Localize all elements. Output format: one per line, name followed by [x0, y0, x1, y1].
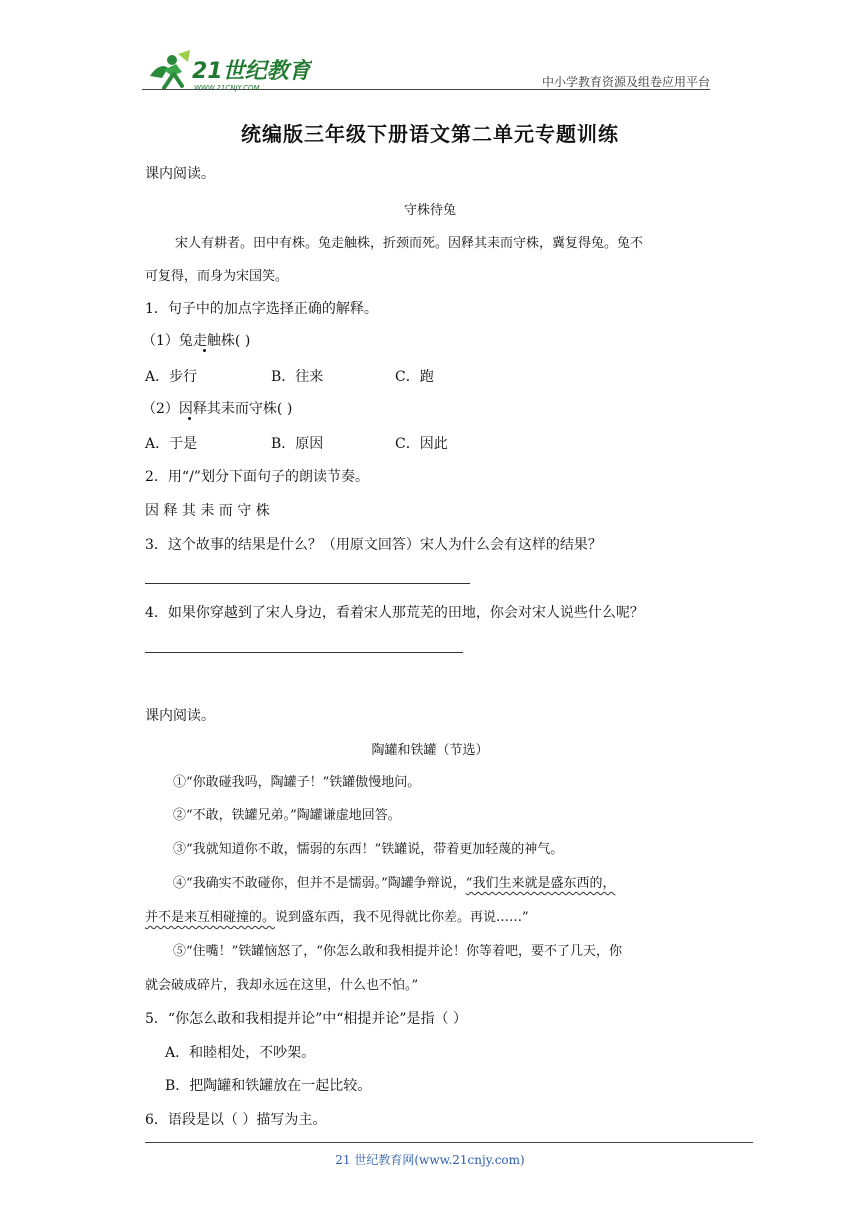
q5-option-b: B．把陶罐和铁罐放在一起比较。 [165, 1078, 372, 1094]
question-6: 6．语段是以（ ）描写为主。 [145, 1112, 327, 1128]
para4-underlined-a: “我们生来就是盛东西的， [465, 876, 616, 891]
passage2-para4-line2 [145, 906, 529, 925]
question-4: 4．如果你穿越到了宋人身边，看着宋人那荒芜的田地，你会对宋人说些什么呢？ [145, 605, 644, 621]
header-tagline: 中小学教育资源及组卷应用平台 [541, 75, 710, 89]
para4-text-b: 说到盛东西，我不见得就比你差。再说……” [275, 910, 529, 925]
emphasis-dot [188, 417, 191, 420]
svg-text:21世纪教育: 21世纪教育 [192, 59, 311, 84]
passage2-para1: ①“你敢碰我吗，陶罐子！”铁罐傲慢地问。 [173, 775, 421, 790]
question-2: 2．用“/”划分下面句子的朗读节奏。 [145, 469, 369, 485]
passage1-title: 守株待兔 [403, 203, 456, 218]
footer-link[interactable]: 21 世纪教育网(www.21cnjy.com) [335, 1153, 525, 1167]
q1-2-option-c: C．因此 [395, 436, 448, 452]
passage2-para3: ③“我就知道你不敢，懦弱的东西！”铁罐说，带着更加轻蔑的神气。 [173, 842, 564, 857]
header-divider [142, 89, 710, 90]
q5-option-a: A．和睦相处，不吵架。 [165, 1045, 316, 1061]
emphasis-dot [203, 349, 206, 352]
para4-text-a: ④“我确实不敢碰你，但并不是懦弱。”陶罐争辩说， [173, 876, 466, 891]
passage1-line1: 宋人有耕者。田中有株。兔走触株，折颈而死。因释其耒而守株，冀复得兔。兔不 [175, 236, 644, 251]
passage2-para4-line1 [173, 872, 615, 891]
question-1-2: （2）因释其耒而守株( ) [142, 401, 293, 417]
section2-intro: 课内阅读。 [145, 708, 215, 724]
q4-answer-line[interactable] [145, 652, 463, 653]
passage2-para5-line1: ⑤“住嘴！”铁罐恼怒了，“你怎么敢和我相提并论！你等着吧，要不了几天，你 [173, 944, 622, 959]
page-title: 统编版三年级下册语文第二单元专题训练 [241, 122, 619, 146]
q1-1-option-a: A．步行 [145, 369, 198, 385]
q2-sentence: 因 释 其 耒 而 守 株 [145, 503, 270, 519]
para4-underlined-b: 并不是来互相碰撞的。 [145, 910, 276, 925]
passage2-para5-line2: 就会破成碎片，我却永远在这里，什么也不怕。” [145, 978, 419, 993]
footer-divider [145, 1142, 753, 1143]
q1-2-option-b: B．原因 [271, 436, 324, 452]
question-1: 1．句子中的加点字选择正确的解释。 [145, 301, 378, 317]
passage1-line2: 可复得，而身为宋国笑。 [145, 269, 289, 284]
passage2-title: 陶罐和铁罐（节选） [371, 743, 489, 758]
question-5: 5．“你怎么敢和我相提并论”中“相提并论”是指（ ） [145, 1011, 467, 1027]
passage2-para2: ②“不敢，铁罐兄弟。”陶罐谦虚地回答。 [173, 808, 401, 823]
svg-text:WWW.21CNJY.COM: WWW.21CNJY.COM [194, 84, 260, 92]
section1-intro: 课内阅读。 [145, 166, 215, 182]
question-3: 3．这个故事的结果是什么？（用原文回答）宋人为什么会有这样的结果？ [145, 537, 602, 553]
q3-answer-line[interactable] [145, 583, 470, 584]
q1-1-option-c: C．跑 [395, 369, 434, 385]
q1-2-option-a: A．于是 [145, 436, 198, 452]
q1-1-option-b: B．往来 [271, 369, 324, 385]
question-1-1: （1）兔走触株( ) [142, 333, 251, 349]
